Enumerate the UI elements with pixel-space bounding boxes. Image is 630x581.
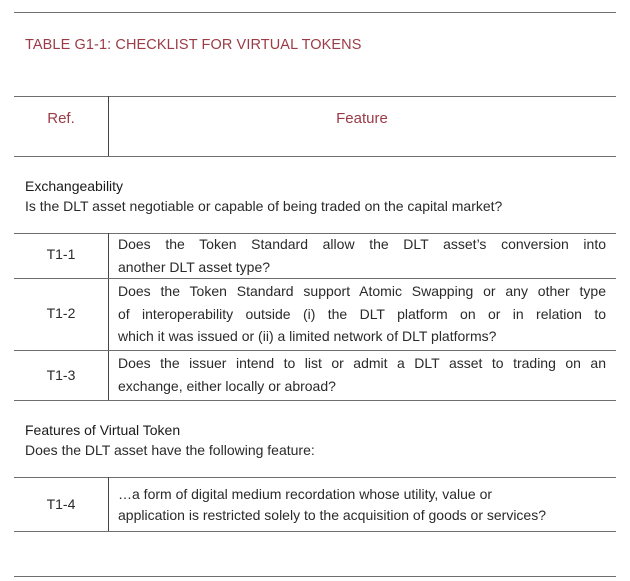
section2-bottom-rule [14, 531, 616, 532]
row-divider [14, 350, 616, 351]
feature-line: Does the issuer intend to list or admit a DLT asset to trading on an [118, 355, 606, 371]
row-ref: T1-1 [46, 246, 76, 262]
header-top-rule [14, 96, 616, 97]
header-feature: Feature [336, 110, 388, 127]
row-feature [118, 484, 606, 526]
top-rule [14, 12, 616, 13]
header-ref: Ref. [47, 110, 75, 127]
row-ref: T1-2 [46, 305, 76, 321]
section-title-exchangeability: Exchangeability [25, 178, 124, 194]
section2-top-rule [14, 477, 616, 478]
header-bottom-rule [14, 156, 616, 157]
row-ref: T1-4 [46, 496, 76, 512]
row-ref: T1-3 [46, 367, 76, 383]
section1-bottom-rule [14, 400, 616, 401]
section1-column-divider [108, 233, 109, 400]
feature-line: exchange, either locally or abroad? [118, 377, 336, 394]
feature-line: of interoperability outside (i) the DLT platform on or in relation to [118, 305, 606, 322]
feature-line: application is restricted solely to the acquisition of goods or services? [118, 507, 546, 523]
section2-column-divider [108, 477, 109, 531]
row-feature [118, 233, 606, 278]
feature-line: Does the Token Standard support Atomic Swapping or any other type [118, 283, 606, 299]
section-question-exchangeability: Is the DLT asset negotiable or capable of being traded on the capital market? [25, 198, 503, 214]
row-feature [118, 352, 606, 397]
section-title-features: Features of Virtual Token [25, 422, 181, 438]
feature-line: another DLT asset type? [118, 258, 271, 275]
feature-line: Does the Token Standard allow the DLT asset’s conversion into [118, 236, 606, 252]
feature-line: …a form of digital medium recordation whose utility, value or [118, 486, 493, 502]
bottom-rule [14, 576, 616, 577]
row-divider [14, 278, 616, 279]
feature-line: which it was issued or (ii) a limited network of DLT platforms? [118, 328, 497, 344]
table-title: TABLE G1-1: CHECKLIST FOR VIRTUAL TOKENS [25, 37, 362, 53]
row-feature [118, 280, 606, 348]
section-question-features: Does the DLT asset have the following feature: [25, 442, 315, 458]
